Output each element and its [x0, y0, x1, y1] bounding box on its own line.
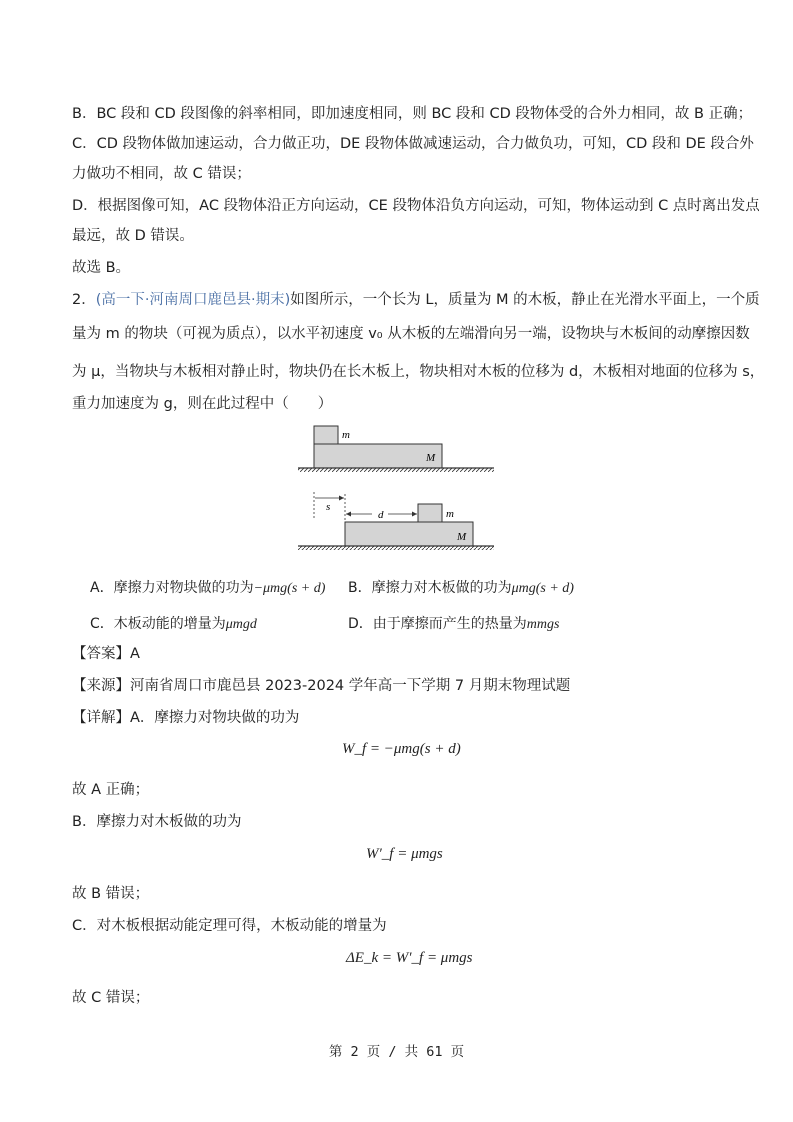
option-c-text: C．木板动能的增量为	[90, 616, 226, 632]
board-top	[314, 444, 442, 468]
question-text-4: 重力加速度为 g，则在此过程中（ ）	[72, 396, 333, 412]
option-a[interactable]	[90, 577, 325, 597]
equation-1: W_f = −μmg(s + d)	[342, 741, 461, 757]
option-b-formula: μmg(s + d)	[511, 581, 574, 596]
label-m-bottom: m	[446, 508, 454, 520]
label-m-top: m	[342, 429, 350, 441]
source-line: 【来源】河南省周口市鹿邑县 2023-2024 学年高一下学期 7 月期末物理试题	[72, 678, 571, 694]
small-block-bottom	[418, 504, 442, 522]
equation-2: W′_f = μmgs	[366, 846, 443, 862]
text-line-d-continuation: 最远，故 D 错误。	[72, 228, 194, 244]
question-source-tag[interactable]: (高一下·河南周口鹿邑县·期末)	[95, 292, 291, 308]
option-a-formula: −μmg(s + d)	[253, 581, 326, 596]
detail-b-intro: B．摩擦力对木板做的功为	[72, 814, 242, 830]
text-line-choice: 故选 B。	[72, 260, 131, 276]
text-line-d-explanation: D．根据图像可知，AC 段物体沿正方向运动，CE 段物体沿负方向运动，可知，物体运动到 C 点时离出发点	[72, 198, 760, 214]
question-number: 2．	[72, 292, 96, 308]
text-line-c-explanation: C．CD 段物体做加速运动，合力做正功，DE 段物体做减速运动，合力做负功，可知，CD 段和 DE 段合外	[72, 136, 754, 152]
option-d-text: D．由于摩擦而产生的热量为	[348, 616, 527, 632]
detail-c-intro: C．对木板根据动能定理可得，木板动能的增量为	[72, 918, 387, 934]
label-d: d	[378, 509, 384, 521]
page-footer: 第 2 页 / 共 61 页	[328, 1044, 465, 1060]
option-b[interactable]	[348, 577, 574, 597]
d-arrow-head-right	[412, 512, 417, 517]
option-c[interactable]	[90, 613, 257, 633]
board-bottom	[345, 522, 473, 546]
block-board-diagram	[296, 424, 496, 556]
question-text-3: 为 μ，当物块与木板相对静止时，物块仍在长木板上，物块相对木板的位移为 d，木板相对地面的位移为 s，	[72, 364, 765, 380]
detail-c-conclusion: 故 C 错误；	[72, 990, 150, 1006]
option-a-text: A．摩擦力对物块做的功为	[90, 580, 254, 596]
question-text-1: 如图所示，一个长为 L，质量为 M 的木板，静止在光滑水平面上，一个质	[290, 292, 760, 308]
question-text-2: 量为 m 的物块（可视为质点），以水平初速度 v₀ 从木板的左端滑向另一端，设物块与木板间的动摩擦因数	[72, 326, 750, 342]
d-arrow-head-left	[346, 512, 351, 517]
ground-hatch-bottom	[298, 546, 494, 550]
label-s: s	[326, 501, 331, 513]
label-M-top: M	[426, 452, 436, 464]
option-b-text: B．摩擦力对木板做的功为	[348, 580, 512, 596]
question-first-line	[72, 290, 760, 310]
answer-line: 【答案】A	[72, 646, 140, 662]
option-d-formula: mmgs	[526, 617, 560, 632]
small-block-top	[314, 426, 338, 444]
ground-hatch-top	[298, 468, 494, 472]
detail-b-conclusion: 故 B 错误；	[72, 886, 150, 902]
equation-3: ΔE_k = W′_f = μmgs	[346, 950, 473, 966]
label-M-bottom: M	[457, 531, 467, 543]
physics-diagram	[296, 424, 496, 560]
text-line-b-explanation: B．BC 段和 CD 段图像的斜率相同，即加速度相同，则 BC 段和 CD 段物体受的合外力相同，故 B 正确；	[72, 106, 753, 122]
s-arrow-head	[339, 496, 344, 501]
detail-a-conclusion: 故 A 正确；	[72, 782, 150, 798]
option-d[interactable]	[348, 613, 559, 633]
text-line-c-continuation: 力做功不相同，故 C 错误；	[72, 166, 251, 182]
option-c-formula: μmgd	[225, 617, 257, 632]
detail-intro: 【详解】A．摩擦力对物块做的功为	[72, 710, 300, 726]
